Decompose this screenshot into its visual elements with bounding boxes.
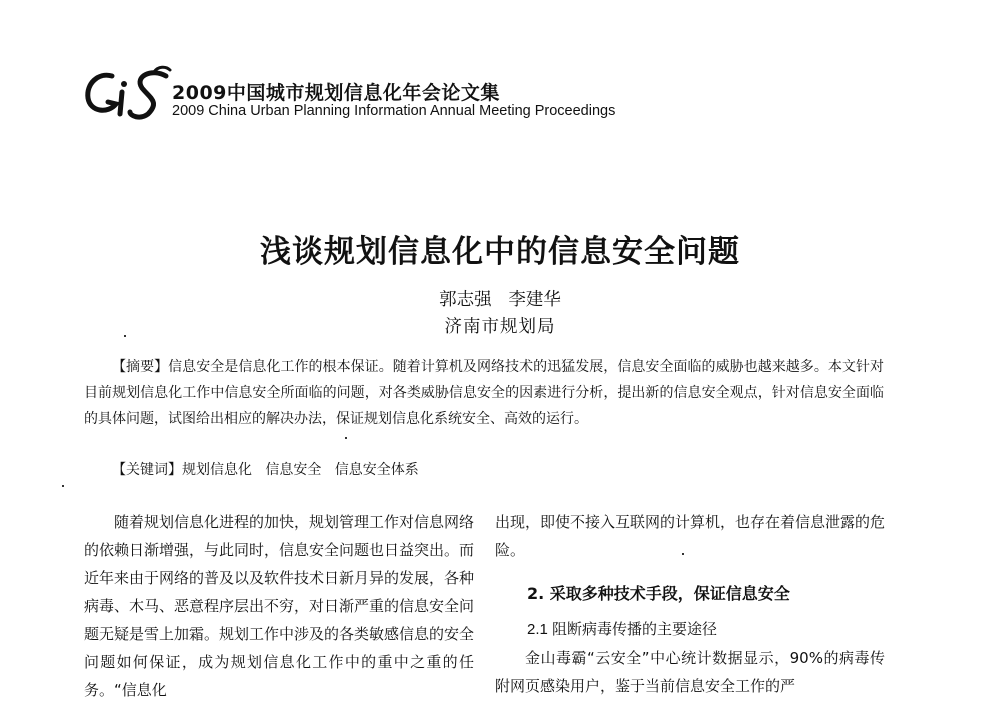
abstract: 【摘要】信息安全是信息化工作的根本保证。随着计算机及网络技术的迅猛发展，信息安全面临的威胁也越来越多。本文针对目前规划信息化工作中信息安全所面临的问题，对各类威胁信息安全的因素进行分析，提出新的信息安全观点，针对信息安全面临的具体问题，试图给出相应的解决办法，保证规划信息化系统安全、高效的运行。 bbox=[84, 359, 884, 427]
right-body-paragraph: 金山毒霸“云安全”中心统计数据显示，90%的病毒传附网页感染用户，鉴于当前信息安全工作的严 bbox=[495, 649, 885, 695]
scan-speck bbox=[62, 485, 64, 487]
scan-speck bbox=[345, 437, 347, 439]
proceedings-title-cn: 2009中国城市规划信息化年会论文集 bbox=[172, 82, 500, 104]
body-column-right bbox=[495, 508, 885, 700]
paper-authors: 郭志强 李建华 bbox=[439, 290, 561, 310]
section-heading: 2. 采取多种技术手段，保证信息安全 bbox=[527, 584, 790, 603]
body-column-left: 随着规划信息化进程的加快，规划管理工作对信息网络的依赖日渐增强，与此同时，信息安全问题也日益突出。而近年来由于网络的普及以及软件技术日新月异的发展，各种病毒、木马、恶意程序层出不穷，对日渐严重的信息安全问题无疑是雪上加霜。规划工作中涉及的各类敏感信息的安全问题如何保证，成为规划信息化工作中的重中之重的任务。“信息化 bbox=[84, 513, 475, 699]
author-affiliation: 济南市规划局 bbox=[444, 317, 556, 337]
proceedings-title-en: 2009 China Urban Planning Information Annual Meeting Proceedings bbox=[172, 103, 616, 119]
paper-title: 浅谈规划信息化中的信息安全问题 bbox=[260, 234, 740, 270]
scan-speck bbox=[682, 553, 684, 555]
subsection-heading: 2.1 阻断病毒传播的主要途径 bbox=[527, 621, 718, 638]
keywords: 【关键词】规划信息化 信息安全 信息安全体系 bbox=[112, 462, 419, 478]
scan-speck bbox=[124, 335, 126, 337]
gis-logo bbox=[82, 62, 174, 124]
right-continuation-paragraph: 出现，即使不接入互联网的计算机，也存在着信息泄露的危险。 bbox=[495, 513, 886, 559]
